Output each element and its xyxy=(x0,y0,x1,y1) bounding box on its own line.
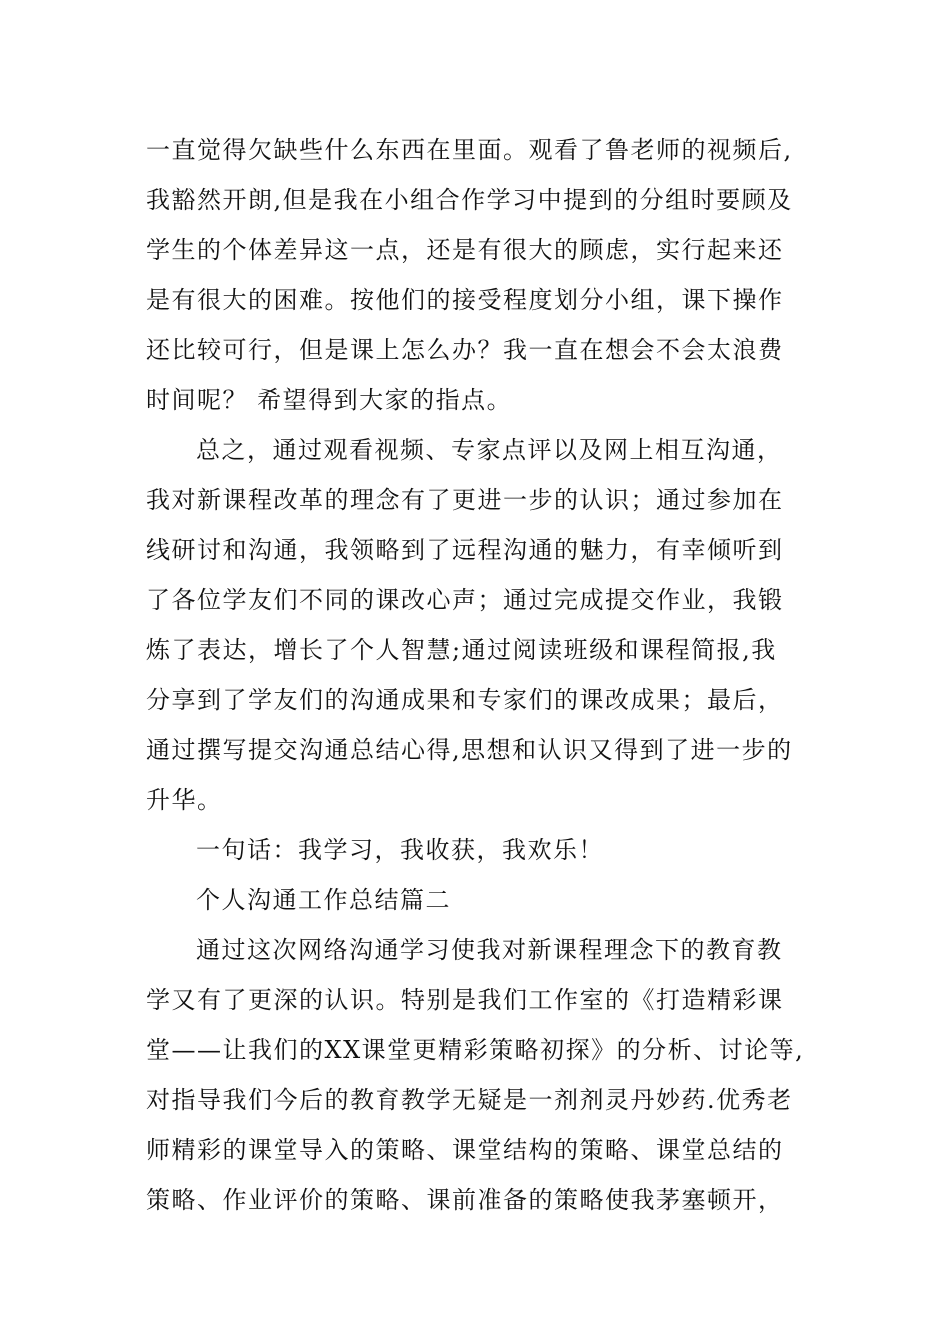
text-line: 时间呢？ 希望得到大家的指点。 xyxy=(146,386,513,414)
text-line: 分享到了学友们的沟通成果和专家们的课改成果；最后， xyxy=(146,686,784,714)
text-line: 是有很大的困难。按他们的接受程度划分小组，课下操作 xyxy=(146,286,784,314)
paragraph-first-line: 总之，通过观看视频、专家点评以及网上相互沟通， xyxy=(196,436,783,464)
text-line: 堂——让我们的XX课堂更精彩策略初探》的分析、讨论等, xyxy=(146,1036,805,1064)
text-line: 炼了表达，增长了个人智慧;通过阅读班级和课程简报,我 xyxy=(146,636,777,664)
text-line: 一直觉得欠缺些什么东西在里面。观看了鲁老师的视频后, xyxy=(146,136,793,164)
document-body xyxy=(146,125,816,1225)
text-line: 对指导我们今后的教育教学无疑是一剂剂灵丹妙药.优秀老 xyxy=(146,1086,793,1114)
text-line: 我豁然开朗,但是我在小组合作学习中提到的分组时要顾及 xyxy=(146,186,793,214)
paragraph-first-line: 一句话：我学习，我收获，我欢乐！ xyxy=(196,836,604,864)
text-line: 还比较可行，但是课上怎么办？我一直在想会不会太浪费 xyxy=(146,336,784,364)
text-line: 师精彩的课堂导入的策略、课堂结构的策略、课堂总结的 xyxy=(146,1136,784,1164)
paragraph-first-line: 通过这次网络沟通学习使我对新课程理念下的教育教 xyxy=(196,936,783,964)
text-line: 升华。 xyxy=(146,786,223,814)
text-line: 我对新课程改革的理念有了更进一步的认识；通过参加在 xyxy=(146,486,784,514)
text-line: 策略、作业评价的策略、课前准备的策略使我茅塞顿开， xyxy=(146,1186,784,1214)
section-heading: 个人沟通工作总结篇二 xyxy=(196,886,451,914)
text-line: 线研讨和沟通，我领略到了远程沟通的魅力，有幸倾听到 xyxy=(146,536,784,564)
text-line: 学又有了更深的认识。特别是我们工作室的《打造精彩课 xyxy=(146,986,784,1014)
text-line: 了各位学友们不同的课改心声；通过完成提交作业，我锻 xyxy=(146,586,784,614)
text-line: 通过撰写提交沟通总结心得,思想和认识又得到了进一步的 xyxy=(146,736,793,764)
text-line: 学生的个体差异这一点，还是有很大的顾虑，实行起来还 xyxy=(146,236,784,264)
